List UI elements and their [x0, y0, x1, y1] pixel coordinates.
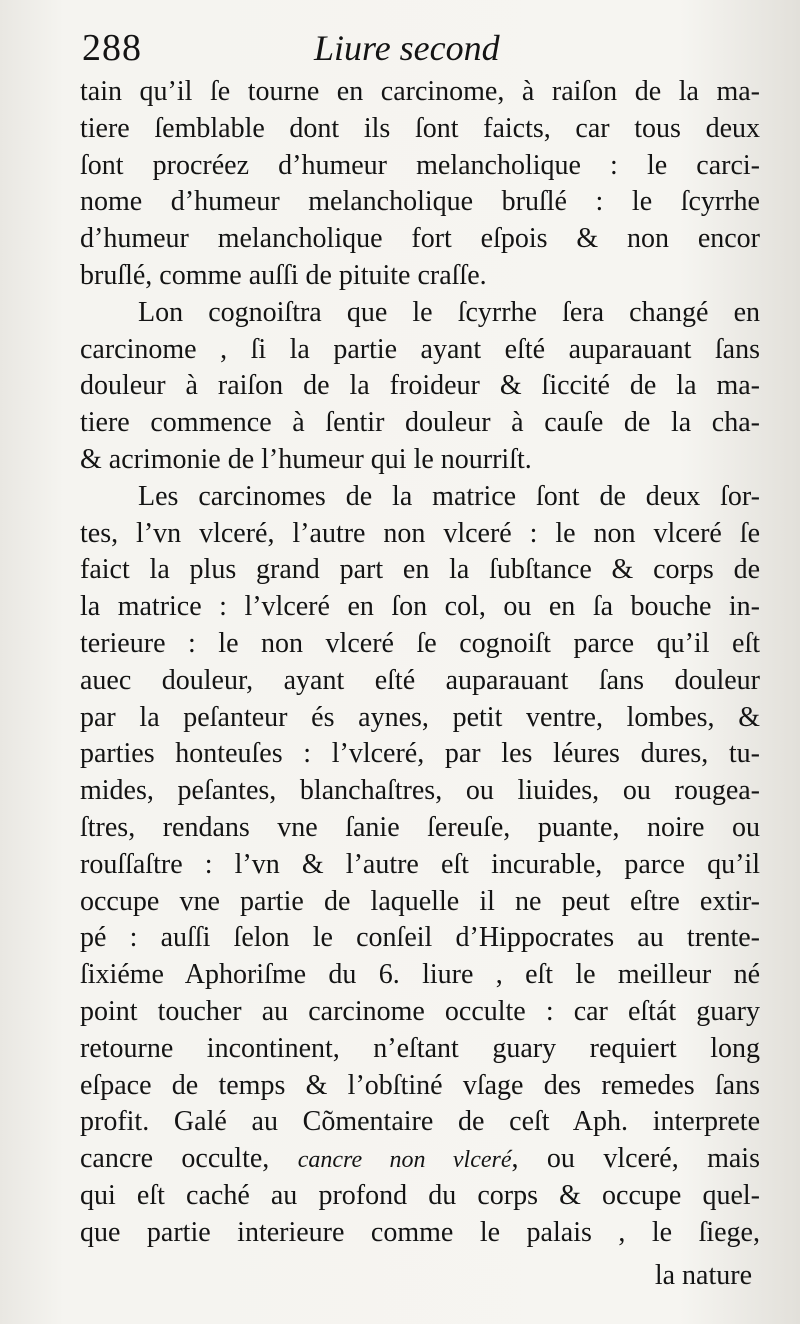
text-line: retourne incontinent, n’eſtant guary requiert long: [80, 1032, 760, 1064]
text-line: douleur à raiſon de la froideur & ſiccité de la ma-: [80, 370, 760, 402]
text-line: terieure : le non vlceré ſe cognoiſt parce qu’il eſt: [80, 627, 760, 659]
text-line: occupe vne partie de laquelle il ne peut eſtre extir-: [80, 885, 760, 917]
running-title: Liure second: [314, 28, 500, 68]
text-line: tiere commence à ſentir douleur à cauſe de la cha-: [80, 407, 760, 439]
text-line: auec douleur, ayant eſté auparauant ſans douleur: [80, 664, 760, 696]
page-header: [82, 22, 742, 74]
text-line: & acrimonie de l’humeur qui le nourriſt.: [80, 443, 532, 475]
text-line: ſont procréez d’humeur melancholique : le carci-: [80, 149, 760, 181]
text-line: nome d’humeur melancholique bruſlé : le ſcyrrhe: [80, 186, 760, 218]
text-line: bruſlé, comme auſſi de pituite craſſe.: [80, 259, 487, 291]
text-line: ſtres, rendans vne ſanie ſereuſe, puante, noire ou: [80, 811, 760, 843]
text-line: pé : auſſi ſelon le conſeil d’Hippocrates au trente-: [80, 922, 760, 954]
text-line: faict la plus grand part en la ſubſtance & corps de: [80, 554, 760, 586]
text-line: [80, 1141, 760, 1178]
text-line: carcinome , ſi la partie ayant eſté auparauant ſans: [80, 333, 760, 365]
text-line: que partie interieure comme le palais , le ſiege,: [80, 1216, 760, 1248]
text-line: rouſſaſtre : l’vn & l’autre eſt incurable, parce qu’il: [80, 848, 760, 880]
text-line: Les carcinomes de la matrice ſont de deux ſor-: [138, 480, 760, 512]
body-text: [80, 74, 760, 1252]
text-line: la matrice : l’vlceré en ſon col, ou en ſa bouche in-: [80, 591, 760, 623]
text-line: d’humeur melancholique fort eſpois & non encor: [80, 223, 760, 255]
text-line: profit. Galé au Cõmentaire de ceſt Aph. interprete: [80, 1106, 760, 1138]
text-line: ſixiéme Aphoriſme du 6. liure , eſt le meilleur né: [80, 959, 760, 991]
text-line: eſpace de temps & l’obſtiné vſage des remedes ſans: [80, 1069, 760, 1101]
text-line: par la peſanteur és aynes, petit ventre, lombes, &: [80, 701, 760, 733]
page-number: 288: [82, 27, 142, 69]
text-line: qui eſt caché au profond du corps & occupe quel-: [80, 1179, 760, 1211]
text-line: tiere ſemblable dont ils ſont faicts, car tous deux: [80, 112, 760, 144]
text-line: tain qu’il ſe tourne en carcinome, à raiſon de la ma-: [80, 76, 760, 107]
text-line: Lon cognoiſtra que le ſcyrrhe ſera changé en: [138, 296, 760, 328]
text-line: tes, l’vn vlceré, l’autre non vlceré : le non vlceré ſe: [80, 517, 760, 549]
text-segment: , ou vlceré, mais: [511, 1143, 760, 1175]
text-line: point toucher au carcinome occulte : car eſtát guary: [80, 995, 760, 1027]
text-line: parties honteuſes : l’vlceré, par les léures dures, tu-: [80, 738, 760, 770]
text-line: mides, peſantes, blanchaſtres, ou liuides, ou rougea-: [80, 775, 760, 807]
catchword: la nature: [654, 1260, 752, 1291]
text-segment: cancre occulte,: [80, 1143, 298, 1175]
italic-phrase: cancre non vlceré: [297, 1147, 512, 1174]
